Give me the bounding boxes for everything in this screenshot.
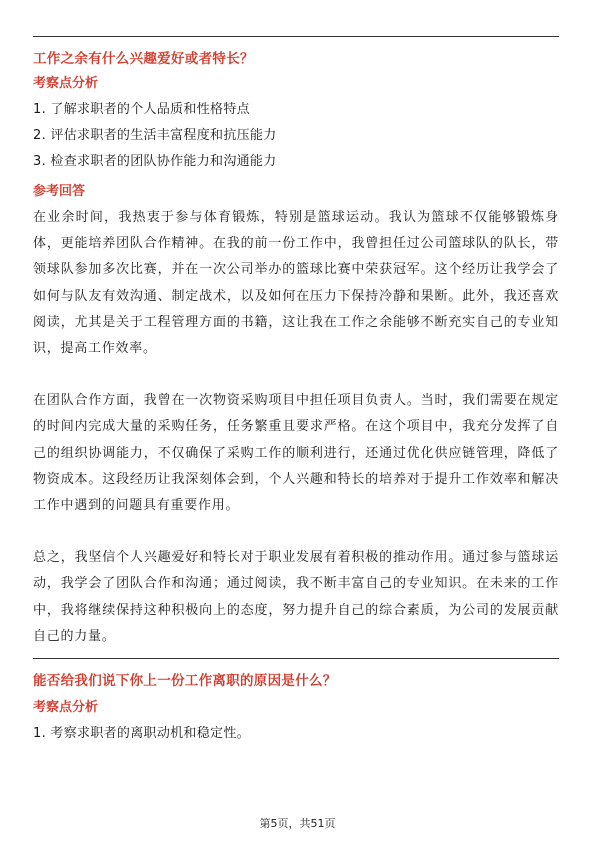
q1-answer-paragraph-2: 在团队合作方面，我曾在一次物资采购项目中担任项目负责人。当时，我们需要在规定的时间内完成大量的采购任务，任务繁重且要求严格。在这个项目中，我充分发挥了自己的组织协调能力，不仅确保了采购工作的顺利进行，还通过优化供应链管理，降低了物资成本。这段经历让我深刻体会到，个人兴趣和特长的培养对于提升工作效率和解决工作中遇到的问题具有重要作用。 bbox=[33, 393, 559, 514]
q2-analysis-item-1: 1. 考察求职者的离职动机和稳定性。 bbox=[33, 726, 250, 742]
question-2-title: 能否给我们说下你上一份工作离职的原因是什么？ bbox=[33, 673, 337, 690]
q2-analysis-label: 考察点分析 bbox=[33, 700, 99, 716]
question-1-title: 工作之余有什么兴趣爱好或者特长？ bbox=[33, 51, 254, 67]
q1-answer-label: 参考回答 bbox=[33, 184, 86, 199]
q1-analysis-item-1: 1. 了解求职者的个人品质和性格特点 bbox=[33, 102, 250, 117]
section-divider bbox=[33, 658, 559, 659]
page-content bbox=[33, 36, 559, 747]
q1-analysis-item-2: 2. 评估求职者的生活丰富程度和抗压能力 bbox=[33, 128, 277, 143]
top-divider bbox=[33, 36, 559, 37]
q1-answer-paragraph-1: 在业余时间，我热衷于参与体育锻炼，特别是篮球运动。我认为篮球不仅能够锻炼身体，更能培养团队合作精神。在我的前一份工作中，我曾担任过公司篮球队的队长，带领球队参加多次比赛，并在一次公司举办的篮球比赛中荣获冠军。这个经历让我学会了如何与队友有效沟通、制定战术，以及如何在压力下保持冷静和果断。此外，我还喜欢阅读，尤其是关于工程管理方面的书籍，这让我在工作之余能够不断充实自己的专业知识，提高工作效率。 bbox=[33, 210, 559, 357]
q1-analysis-label: 考察点分析 bbox=[33, 76, 99, 91]
q1-analysis-item-3: 3. 检查求职者的团队协作能力和沟通能力 bbox=[33, 154, 277, 169]
page-number: 第5页，共51页 bbox=[259, 817, 336, 830]
q1-answer-paragraph-3: 总之，我坚信个人兴趣爱好和特长对于职业发展有着积极的推动作用。通过参与篮球运动，我学会了团队合作和沟通；通过阅读，我不断丰富自己的专业知识。在未来的工作中，我将继续保持这种积极向上的态度，努力提升自己的综合素质，为公司的发展贡献自己的力量。 bbox=[33, 550, 559, 644]
